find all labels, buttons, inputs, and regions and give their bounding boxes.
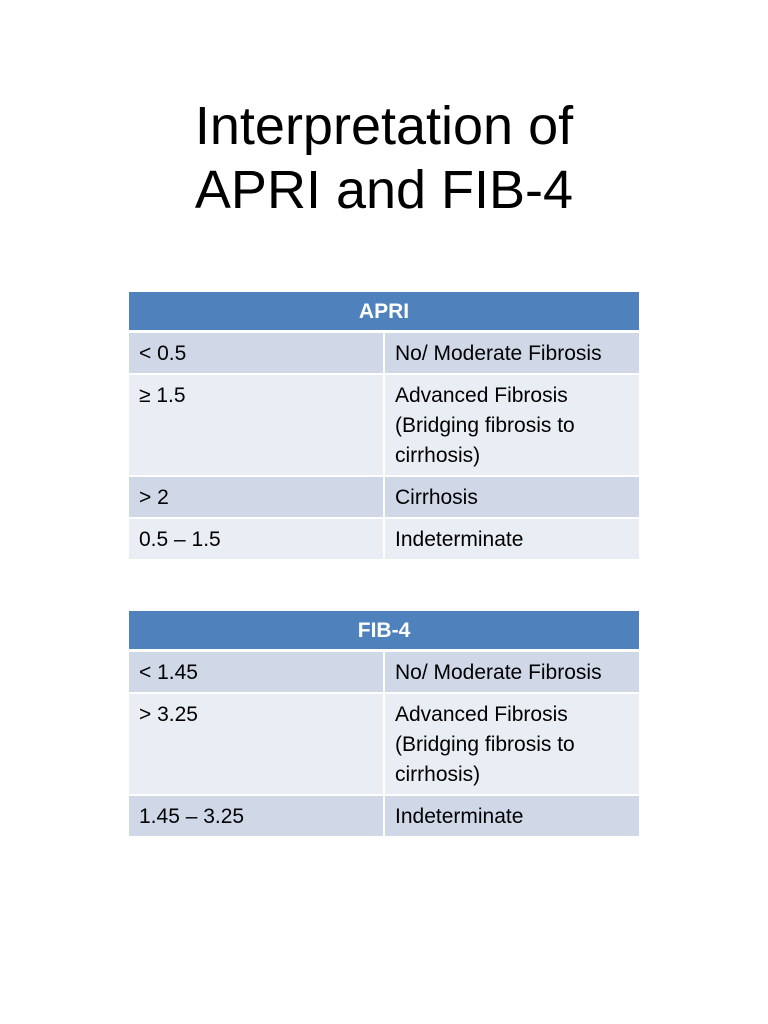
- fib4-table: [127, 609, 641, 838]
- title-line-2: APRI and FIB-4: [194, 160, 574, 221]
- fib4-interpretation-cell: No/ Moderate Fibrosis: [384, 651, 640, 694]
- table-row: [128, 651, 640, 694]
- fib4-interpretation-cell: Advanced Fibrosis (Bridging fibrosis to cirrhosis): [384, 693, 640, 795]
- table-row: [128, 476, 640, 518]
- slide-title: [0, 94, 768, 222]
- apri-interpretation-cell: Advanced Fibrosis (Bridging fibrosis to cirrhosis): [384, 374, 640, 476]
- fib4-range-cell: > 3.25: [128, 693, 384, 795]
- table-row: [128, 518, 640, 560]
- fib4-interpretation-cell: Indeterminate: [384, 795, 640, 837]
- apri-interpretation-cell: No/ Moderate Fibrosis: [384, 332, 640, 375]
- table-row: [128, 332, 640, 375]
- table-row: [128, 693, 640, 795]
- apri-interpretation-cell: Cirrhosis: [384, 476, 640, 518]
- apri-table-header: APRI: [128, 291, 640, 332]
- title-line-1: Interpretation of: [194, 96, 574, 157]
- fib4-range-cell: < 1.45: [128, 651, 384, 694]
- apri-table: [127, 290, 641, 561]
- apri-range-cell: < 0.5: [128, 332, 384, 375]
- apri-range-cell: > 2: [128, 476, 384, 518]
- fib4-table-header: FIB-4: [128, 610, 640, 651]
- apri-range-cell: ≥ 1.5: [128, 374, 384, 476]
- apri-range-cell: 0.5 – 1.5: [128, 518, 384, 560]
- table-row: [128, 795, 640, 837]
- table-row: [128, 374, 640, 476]
- apri-interpretation-cell: Indeterminate: [384, 518, 640, 560]
- fib4-range-cell: 1.45 – 3.25: [128, 795, 384, 837]
